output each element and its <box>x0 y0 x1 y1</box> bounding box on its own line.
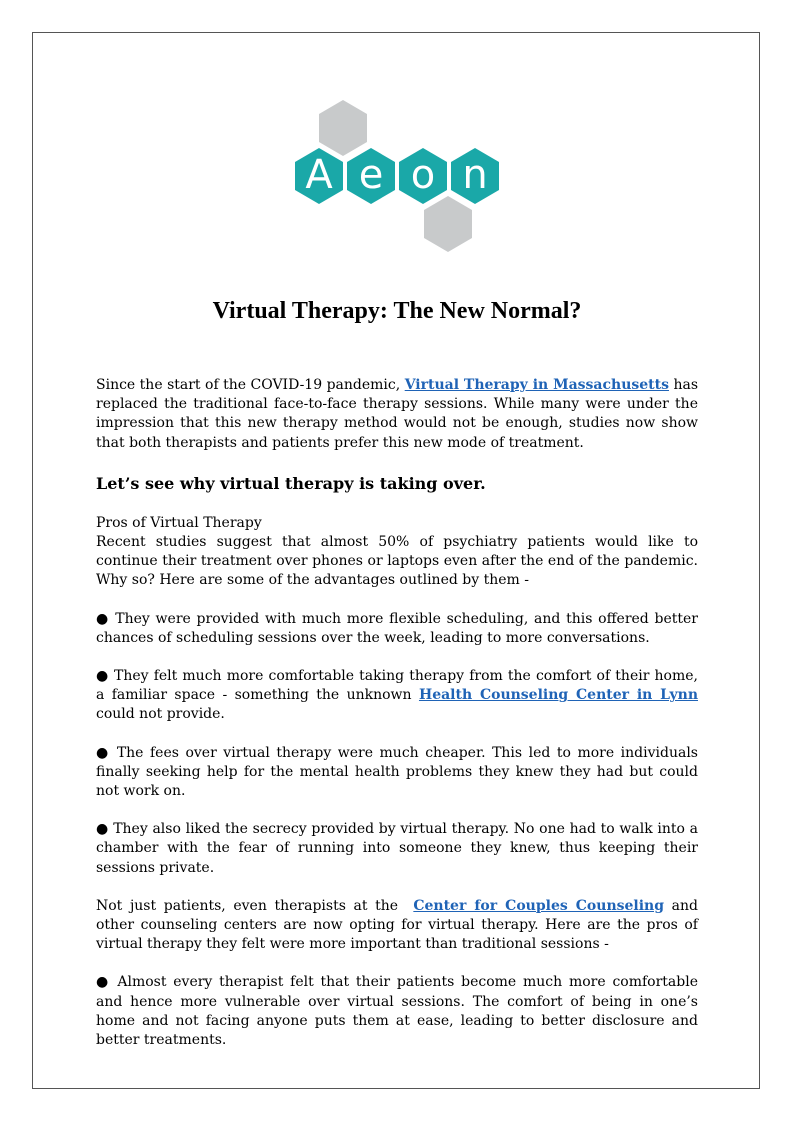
virtual-therapy-link[interactable]: Virtual Therapy in Massachusetts <box>404 377 669 393</box>
bullet-2-text-before: ● They felt much more comfortable taking therapy from the comfort of their home, a familiar space - something the unknown <box>96 668 698 704</box>
bullet-2-text-after: could not provide. <box>96 706 225 723</box>
health-counseling-lynn-link[interactable]: Health Counseling Center in Lynn <box>418 687 698 704</box>
bullet-flexible-scheduling: ● They were provided with much more flexible scheduling, and this offered better chances of scheduling sessions over the week, leading to more conversations. <box>96 610 698 646</box>
section-subheading: Let’s see why virtual therapy is taking over. <box>96 473 486 493</box>
bullet-comfort-home <box>96 667 698 725</box>
bullet-secrecy: ● They also liked the secrecy provided by virtual therapy. No one had to walk into a chamber with the fear of running into someone they knew, thus keeping their sessions private. <box>96 821 698 876</box>
page-title: Virtual Therapy: The New Normal? <box>212 298 582 324</box>
therapists-text-before: Not just patients, even therapists at the <box>96 897 414 914</box>
logo-letter-e: e <box>358 152 384 198</box>
intro-text-before: Since the start of the COVID-19 pandemic, <box>96 377 405 393</box>
couples-counseling-link[interactable]: Center for Couples Counseling <box>413 897 665 914</box>
logo-letter-n: n <box>462 152 488 198</box>
bullet-cheaper-fees: ● The fees over virtual therapy were much cheaper. This led to more individuals finally seeking help for the mental health problems they knew they had but could not work on. <box>96 744 698 800</box>
article-body <box>96 376 698 1050</box>
logo-gray-hex-bottom <box>424 196 472 252</box>
logo-letter-o: o <box>410 152 436 198</box>
intro-text-after: has replaced the traditional face-to-face therapy sessions. While many were under the impression that this new therapy method would not be enough, studies now show that both therapists and patients prefer this new mode of treatment. <box>96 377 699 451</box>
bullet-therapist-comfort: ● Almost every therapist felt that their patients become much more comfortable and hence more vulnerable over virtual sessions. The comfort of being in one’s home and not facing anyone puts them at ease, leading to better disclosure and better treatments. <box>96 974 698 1049</box>
pros-heading: Pros of Virtual Therapy <box>96 514 262 531</box>
aeon-logo <box>287 100 507 252</box>
therapists-paragraph <box>96 897 698 955</box>
pros-intro-paragraph: Recent studies suggest that almost 50% of psychiatry patients would like to continue their treatment over phones or laptops even after the end of the pandemic. Why so? Here are some of the advantages outlined by them - <box>96 534 698 589</box>
intro-paragraph <box>96 376 698 453</box>
therapists-text-after: and other counseling centers are now opting for virtual therapy. Here are the pros of virtual therapy they felt were more important than traditional sessions - <box>96 897 698 953</box>
logo-letter-a: A <box>305 152 333 198</box>
logo-gray-hex-top <box>319 100 367 156</box>
